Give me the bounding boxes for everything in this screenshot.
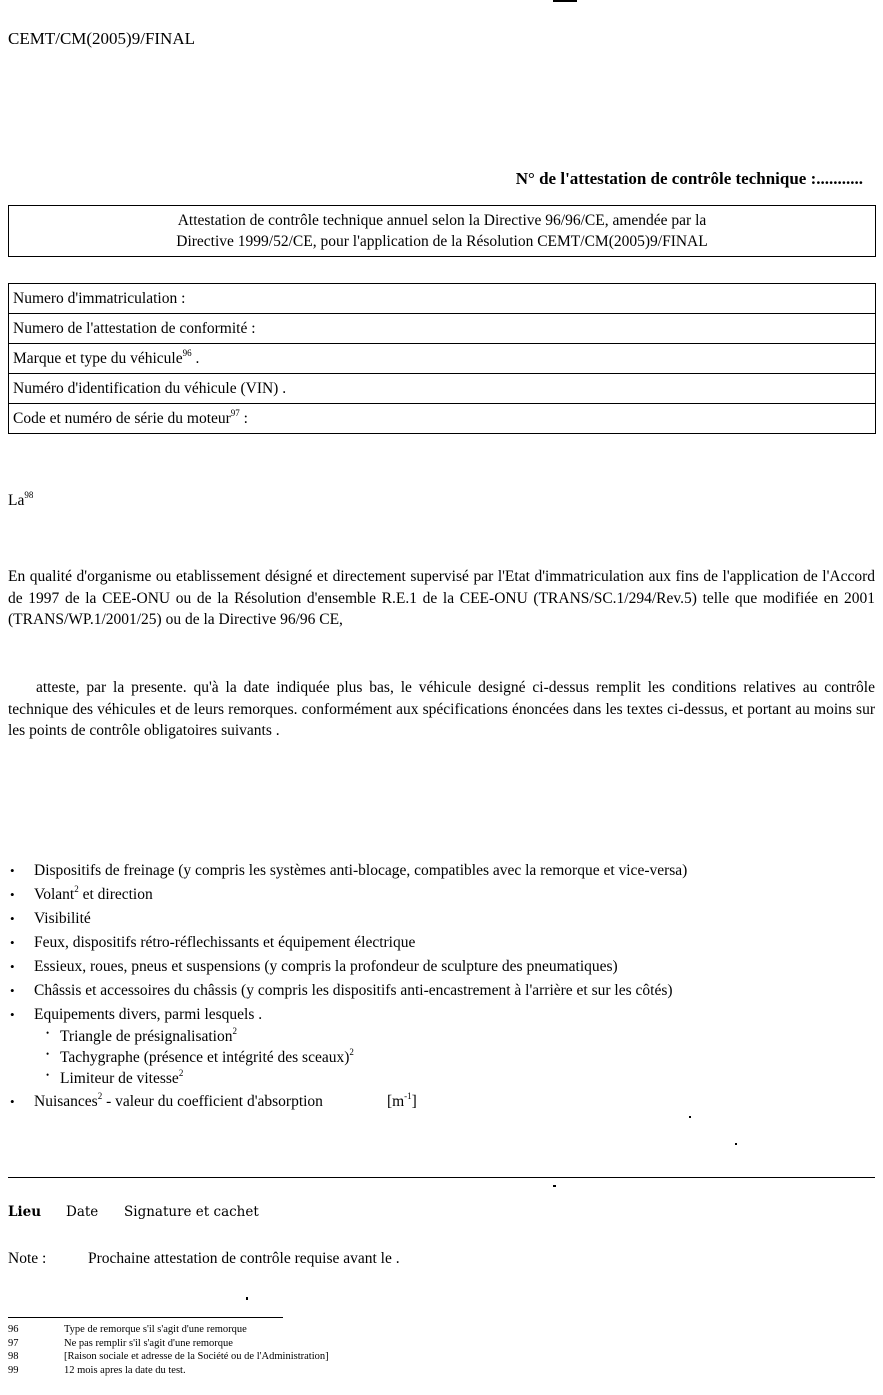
vehicle-fields-table: [8, 283, 876, 434]
checklist-item-chassis: [8, 980, 875, 1002]
checklist-text: Essieux, roues, pneus et suspensions (y compris la profondeur de sculpture des pneumatiques): [34, 958, 618, 975]
field-label-tail: :: [239, 410, 248, 427]
checklist-text: Dispositifs de freinage (y compris les systèmes anti-blocage, compatibles avec la remorque et vice-versa): [34, 862, 688, 879]
note-row: [8, 1250, 400, 1268]
absorption-unit-tail: ]: [411, 1093, 417, 1110]
signature-row: [8, 1204, 259, 1220]
scan-speck: [735, 1143, 737, 1145]
inspection-checklist: [8, 860, 875, 1115]
unit-exponent: -1: [404, 1091, 412, 1101]
footnote-ref: 97: [230, 408, 240, 418]
sub-item-text: Tachygraphe (présence et intégrité des sceaux): [60, 1049, 350, 1066]
scan-speck: [689, 1116, 691, 1118]
issuer-line: [8, 492, 33, 510]
footnote-96: [8, 1323, 329, 1337]
field-engine-serial[interactable]: [9, 404, 875, 434]
checklist-text-tail: et direction: [78, 886, 153, 903]
footnote-number: 97: [8, 1337, 19, 1349]
footnote-ref: 96: [182, 348, 192, 358]
misc-equipment-sublist: [34, 1026, 875, 1089]
checklist-text-tail: - valeur du coefficient d'absorption: [102, 1093, 323, 1110]
title-line-1: Attestation de contrôle technique annuel selon la Directive 96/96/CE, amendée par la: [177, 212, 707, 229]
footnote-number: 96: [8, 1324, 19, 1335]
footnotes: [8, 1323, 329, 1377]
footnote-97: [8, 1337, 329, 1351]
signature-label: Signature et cachet: [124, 1204, 259, 1220]
field-conformity-certificate-number[interactable]: [9, 314, 875, 344]
absorption-unit: [m: [386, 1093, 405, 1110]
checklist-item-nuisances: [8, 1091, 875, 1113]
field-label: Numero d'immatriculation :: [13, 290, 186, 307]
sub-item-text: Limiteur de vitesse: [60, 1070, 179, 1087]
field-label-tail: .: [191, 350, 200, 367]
scan-speck: [553, 1185, 556, 1187]
footnote-ref: 98: [24, 490, 34, 500]
field-label: Numero de l'attestation de conformité :: [13, 320, 256, 337]
footnote-text: 12 mois apres la date du test.: [64, 1364, 186, 1376]
footnote-text: Ne pas remplir s'il s'agit d'une remorque: [64, 1337, 233, 1349]
checklist-text: Volant: [34, 886, 75, 903]
attestation-number-label: N° de l'attestation de contrôle technique :...........: [515, 169, 863, 188]
footnote-ref: 2: [232, 1026, 237, 1036]
footnote-number: 98: [8, 1351, 19, 1362]
checklist-item-lights: [8, 932, 875, 954]
checklist-text: Equipements divers, parmi lesquels .: [34, 1006, 263, 1023]
checklist-text: Visibilité: [34, 910, 91, 927]
sub-item-tachograph: [34, 1047, 875, 1068]
title-line-2: Directive 1999/52/CE, pour l'application de la Résolution CEMT/CM(2005)9/FINAL: [176, 233, 708, 250]
checklist-item-steering: [8, 884, 875, 906]
field-vin[interactable]: [9, 374, 875, 404]
footnote-99: [8, 1364, 329, 1378]
sub-item-warning-triangle: [34, 1026, 875, 1047]
checklist-text: Feux, dispositifs rétro-réflechissants et équipement électrique: [34, 934, 416, 951]
note-label: Note :: [8, 1250, 47, 1267]
attestation-paragraph: atteste, par la presente. qu'à la date indiquée plus bas, le véhicule designé ci-dessus remplit les conditions relatives au contrôle technique des véhicules et de leurs remorques. conformément aux spécifications énoncées dans les textes ci-dessus, et portant au moins sur les points de contrôle obligatoires suivants .: [8, 679, 875, 739]
footnote-text: Type de remorque s'il s'agit d'une remorque: [64, 1324, 247, 1335]
sub-item-text: Triangle de présignalisation: [60, 1028, 233, 1045]
attestation-title-box: [8, 205, 876, 257]
checklist-item-misc-equipment: [8, 1004, 875, 1089]
sub-item-speed-limiter: [34, 1068, 875, 1089]
field-label: Marque et type du véhicule: [13, 350, 183, 367]
footnote-text: [Raison sociale et adresse de la Société ou de l'Administration]: [64, 1351, 329, 1362]
footnote-divider: [8, 1317, 283, 1318]
issuer-label: La: [8, 492, 25, 509]
footnote-number: 99: [8, 1364, 19, 1376]
field-label: Code et numéro de série du moteur: [13, 410, 231, 427]
date-label: Date: [66, 1204, 99, 1220]
section-divider: [8, 1177, 875, 1178]
footnote-ref: 2: [97, 1091, 103, 1101]
checklist-item-visibility: [8, 908, 875, 930]
scan-speck: [246, 1297, 248, 1300]
footnote-ref: 2: [74, 884, 79, 894]
document-reference: CEMT/CM(2005)9/FINAL: [8, 29, 195, 48]
checklist-text: Châssis et accessoires du châssis (y compris les dispositifs anti-encastrement à l'arrière et sur les côtés): [34, 982, 673, 999]
designation-paragraph: En qualité d'organisme ou etablissement désigné et directement supervisé par l'Etat d'immatriculation aux fins de l'application de l'Accord de 1997 de la CEE-ONU ou de la Résolution d'ensemble R.E.1 de la CEE-ONU (TRANS/SC.1/294/Rev.5) telle que modifiée en 2001 (TRANS/WP.1/2001/25) ou de la Directive 96/96 CE,: [8, 568, 875, 628]
field-vehicle-make-type[interactable]: [9, 344, 875, 374]
footnote-ref: 2: [349, 1047, 354, 1057]
footnote-98: [8, 1350, 329, 1364]
checklist-item-axles: [8, 956, 875, 978]
field-label: Numéro d'identification du véhicule (VIN) .: [13, 380, 287, 397]
field-registration-number[interactable]: [9, 284, 875, 314]
top-rule: [553, 0, 577, 2]
place-label: Lieu: [8, 1204, 42, 1220]
note-text: Prochaine attestation de contrôle requise avant le .: [88, 1250, 400, 1267]
checklist-text: Nuisances: [34, 1093, 98, 1110]
footnote-ref: 2: [178, 1068, 184, 1078]
checklist-item-brakes: [8, 860, 875, 882]
